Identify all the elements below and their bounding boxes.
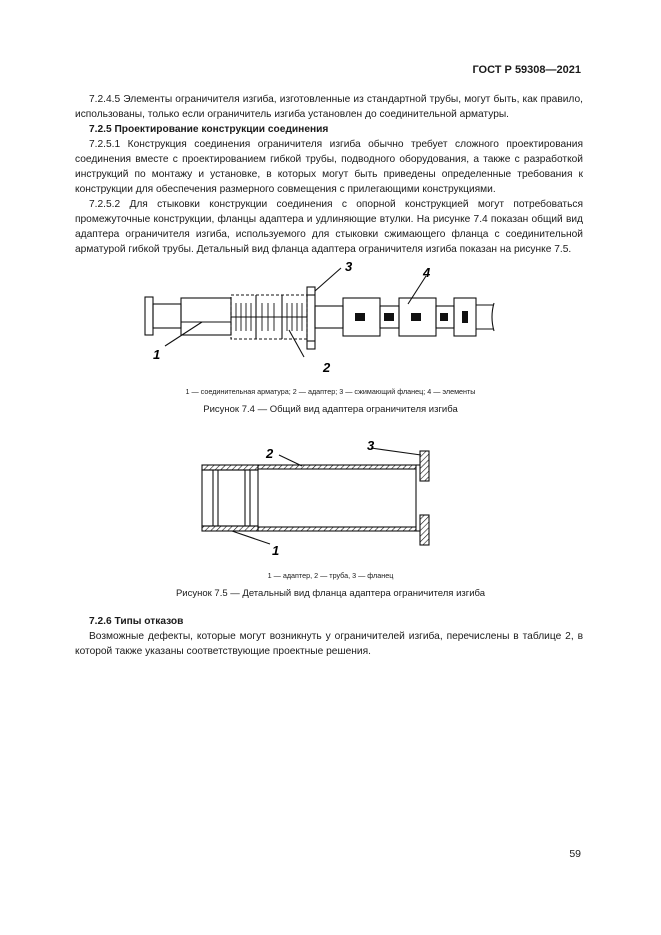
end-flange: [145, 297, 153, 335]
callout-flange: 3: [367, 438, 375, 453]
leader-3: [315, 268, 341, 291]
figure-7-5-caption: Рисунок 7.5 — Детальный вид фланца адаптера ограничителя изгиба: [175, 588, 486, 599]
heading-7-2-5: 7.2.5 Проектирование конструкции соединения: [89, 124, 329, 135]
section-7-2-6-text: [75, 614, 583, 659]
document-number: ГОСТ Р 59308—2021: [472, 64, 581, 76]
paragraph-7-2-5-2: 7.2.5.2 Для стыковки конструкции соединения с опорной конструкцией могут потребоваться промежуточные конструкции, фланцы адаптера и удлиняющие втулки. На рисунке 7.4 показан общий вид адаптера ограничителя изгиба, используемого для стыковки сжимающего фланца с соединительной арматурой гибкой трубы. Детальный вид фланца адаптера ограничителя изгиба показан на рисунке 7.5.: [75, 199, 583, 255]
flange-bottom: [420, 515, 429, 545]
figure-7-5-drawing: [0, 436, 661, 566]
callout-1: 1: [153, 347, 161, 362]
leader-2: [289, 330, 304, 357]
leader-flange: [371, 448, 421, 455]
connector-body: [181, 298, 231, 335]
figure-7-4-drawing: [0, 258, 661, 383]
callout-adapter: 1: [272, 543, 280, 558]
callout-pipe: 2: [266, 446, 274, 461]
figure-7-4-caption: Рисунок 7.4 — Общий вид адаптера ограничителя изгиба: [203, 404, 458, 415]
end-neck: [153, 304, 181, 328]
compression-flange: [307, 287, 315, 349]
paragraph-7-2-6: Возможные дефекты, которые могут возникнуть у ограничителей изгиба, перечислены в таблице 2, в которой также указаны соответствующие проектные решения.: [75, 631, 583, 657]
paragraph-7-2-4-5: 7.2.4.5 Элементы ограничителя изгиба, изготовленные из стандартной трубы, могут быть, как правило, использованы, только если ограничитель изгиба установлен до соединительной арматуры.: [75, 94, 583, 120]
figure-7-4-legend: 1 — соединительная арматура; 2 — адаптер; 3 — сжимающий фланец; 4 — элементы: [185, 387, 476, 396]
callout-2: 2: [323, 360, 331, 375]
figure-7-5-legend: 1 — адаптер, 2 — труба, 3 — фланец: [267, 571, 394, 580]
paragraph-7-2-5-1: 7.2.5.1 Конструкция соединения ограничителя изгиба обычно требует сложного проектирования соединения вместе с проектированием гибкой трубы, подводного оборудования, а также с разработкой инструкций по монтажу и установке, в которых могут быть приведены определенные требования к конструкции для обеспечения размерного совмещения с прилегающими конструкциями.: [75, 139, 583, 195]
callout-4: 4: [423, 265, 431, 280]
leader-adapter: [232, 531, 270, 544]
section-7-2-text: [75, 92, 583, 257]
pipe-wall-top: [258, 465, 416, 469]
callout-3: 3: [345, 259, 353, 274]
adapter-wall-top: [202, 465, 258, 470]
heading-7-2-6: 7.2.6 Типы отказов: [89, 616, 184, 627]
flange-top: [420, 451, 429, 481]
adapter-wall-bottom: [202, 526, 258, 531]
element-neck: [315, 306, 343, 328]
page-number: 59: [569, 848, 581, 860]
leader-1: [165, 322, 202, 346]
leader-4: [408, 276, 426, 304]
leader-pipe: [279, 455, 302, 466]
pipe-wall-bottom: [258, 527, 416, 531]
